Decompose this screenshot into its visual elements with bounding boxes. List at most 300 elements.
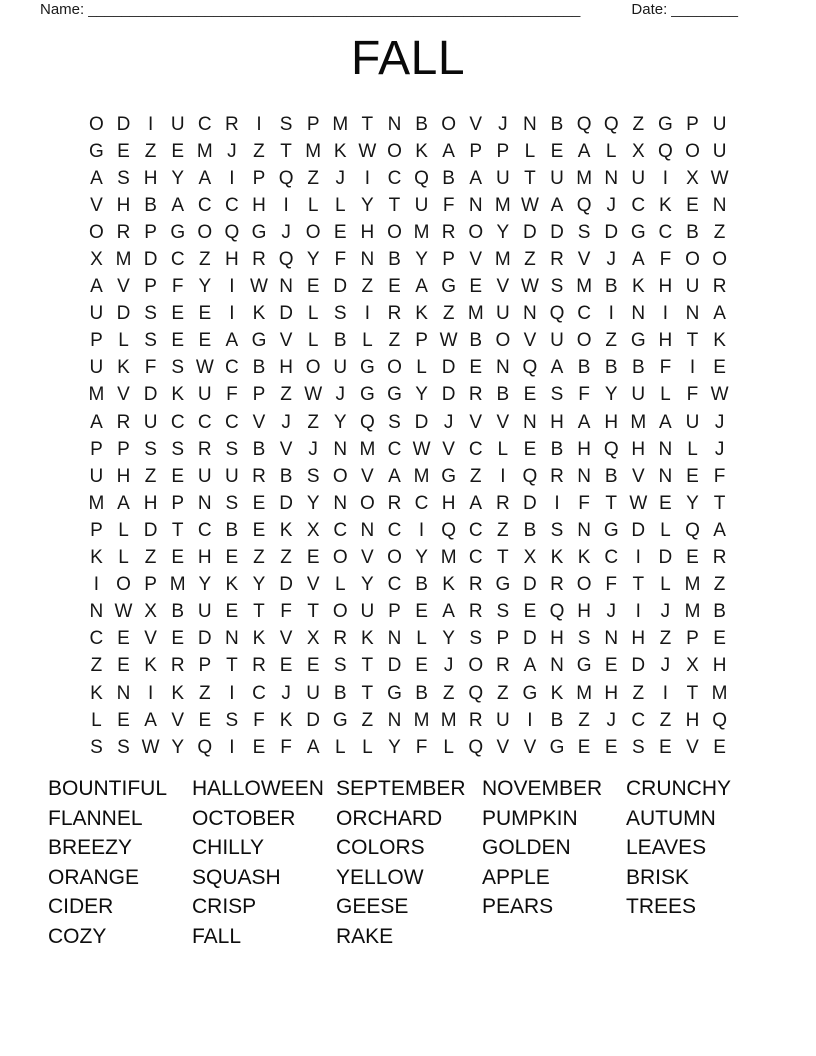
word-list-item: CHILLY	[192, 836, 264, 860]
grid-cell: M	[684, 601, 701, 623]
grid-cell: N	[279, 276, 293, 298]
grid-cell: N	[116, 682, 131, 704]
grid-cell: B	[550, 113, 564, 135]
grid-cell: E	[415, 655, 428, 677]
grid-cell: H	[658, 330, 673, 352]
grid-cell: H	[360, 221, 375, 243]
grid-cell: E	[415, 601, 428, 623]
grid-cell: Q	[278, 167, 294, 189]
grid-cell: E	[604, 655, 618, 677]
grid-cell: F	[171, 276, 184, 298]
grid-cell: J	[281, 411, 291, 433]
grid-cell: U	[89, 303, 104, 325]
grid-cell: R	[170, 655, 185, 677]
grid-row	[83, 219, 733, 246]
grid-cell: H	[550, 628, 564, 650]
grid-cell: B	[577, 357, 591, 379]
grid-cell: G	[251, 330, 267, 352]
grid-cell: E	[252, 492, 266, 514]
grid-cell: R	[116, 221, 131, 243]
grid-cell: A	[469, 492, 483, 514]
grid-cell: L	[660, 384, 671, 406]
word-list-item: RAKE	[336, 924, 394, 948]
grid-cell: B	[604, 465, 618, 487]
grid-cell: A	[90, 411, 103, 433]
grid-cell: Y	[415, 547, 428, 569]
grid-cell: I	[500, 465, 506, 487]
grid-row	[83, 192, 733, 219]
grid-cell: I	[256, 113, 262, 135]
grid-cell: K	[713, 330, 726, 352]
grid-cell: Y	[361, 574, 374, 596]
grid-cell: A	[442, 140, 455, 162]
word-list-item: FLANNEL	[48, 806, 143, 830]
grid-cell: L	[334, 574, 346, 596]
grid-cell: E	[225, 601, 239, 623]
grid-cell: Q	[576, 194, 592, 216]
grid-cell: O	[712, 249, 727, 271]
grid-cell: E	[659, 736, 672, 758]
grid-cell: S	[333, 655, 347, 677]
grid-cell: Z	[307, 411, 319, 433]
word-list-item: SQUASH	[192, 865, 281, 889]
grid-cell: C	[468, 438, 483, 460]
grid-row	[83, 490, 733, 517]
grid-cell: V	[279, 438, 293, 460]
grid-cell: I	[283, 194, 289, 216]
grid-cell: Q	[441, 519, 457, 541]
grid-cell: F	[578, 492, 590, 514]
grid-cell: S	[117, 167, 130, 189]
grid-cell: Y	[415, 249, 428, 271]
grid-cell: F	[659, 357, 672, 379]
grid-cell: M	[413, 221, 430, 243]
grid-cell: T	[361, 655, 374, 677]
grid-cell: Q	[468, 736, 484, 758]
grid-cell: E	[171, 140, 185, 162]
grid-cell: O	[468, 655, 484, 677]
grid-cell: O	[387, 221, 402, 243]
grid-cell: R	[468, 709, 483, 731]
grid-cell: D	[143, 249, 158, 271]
grid-cell: S	[388, 411, 401, 433]
grid-cell: A	[469, 167, 483, 189]
grid-cell: V	[144, 628, 157, 650]
grid-cell: E	[550, 140, 564, 162]
grid-cell: T	[713, 492, 726, 514]
grid-cell: C	[658, 221, 673, 243]
grid-cell: H	[116, 194, 131, 216]
grid-cell: X	[306, 628, 320, 650]
grid-cell: K	[252, 628, 266, 650]
grid-cell: E	[198, 303, 212, 325]
grid-cell: W	[412, 438, 431, 460]
grid-cell: N	[604, 628, 619, 650]
grid-cell: N	[523, 113, 537, 135]
grid-cell: M	[711, 682, 728, 704]
grid-cell: H	[143, 167, 158, 189]
grid-cell: C	[225, 357, 239, 379]
grid-cell: N	[89, 601, 104, 623]
grid-cell: H	[116, 465, 131, 487]
grid-cell: D	[523, 492, 537, 514]
grid-cell: H	[225, 249, 239, 271]
grid-cell: K	[279, 519, 293, 541]
grid-cell: B	[550, 438, 564, 460]
grid-cell: D	[116, 113, 131, 135]
grid-cell: V	[279, 330, 293, 352]
grid-cell: O	[332, 547, 348, 569]
grid-cell: E	[306, 655, 320, 677]
grid-cell: G	[495, 574, 511, 596]
word-list-item: AUTUMN	[626, 806, 716, 830]
grid-cell: O	[387, 140, 402, 162]
grid-cell: Q	[576, 113, 592, 135]
grid-cell: M	[684, 574, 701, 596]
grid-cell: N	[387, 113, 402, 135]
grid-cell: I	[662, 167, 669, 189]
grid-cell: F	[415, 736, 428, 758]
grid-cell: L	[362, 736, 373, 758]
grid-cell: E	[117, 140, 130, 162]
grid-cell: I	[662, 682, 669, 704]
grid-cell: R	[468, 384, 483, 406]
grid-cell: J	[281, 221, 291, 243]
grid-cell: G	[576, 655, 592, 677]
word-list-item: BOUNTIFUL	[48, 777, 168, 800]
grid-cell: A	[415, 276, 428, 298]
grid-cell: O	[441, 113, 457, 135]
grid-cell: A	[198, 167, 212, 189]
grid-cell: K	[631, 276, 645, 298]
grid-cell: R	[197, 438, 212, 460]
grid-cell: U	[360, 601, 375, 623]
grid-cell: N	[685, 303, 700, 325]
grid-cell: B	[171, 601, 185, 623]
grid-cell: G	[630, 221, 646, 243]
grid-cell: S	[631, 736, 645, 758]
grid-row	[83, 436, 733, 463]
grid-row	[83, 680, 733, 707]
grid-cell: E	[171, 465, 185, 487]
grid-cell: Z	[144, 140, 157, 162]
grid-cell: E	[117, 628, 130, 650]
grid-cell: I	[554, 492, 560, 514]
grid-cell: V	[361, 547, 374, 569]
grid-cell: O	[305, 357, 321, 379]
grid-cell: X	[90, 249, 103, 271]
word-list-item: BRISK	[626, 865, 690, 889]
grid-cell: H	[441, 492, 456, 514]
grid-cell: M	[332, 113, 349, 135]
grid-cell: Z	[198, 682, 211, 704]
grid-row	[83, 409, 733, 436]
grid-cell: Z	[442, 303, 455, 325]
grid-cell: P	[252, 384, 266, 406]
grid-cell: A	[659, 411, 672, 433]
grid-cell: B	[686, 221, 699, 243]
grid-cell: G	[89, 140, 104, 162]
grid-cell: L	[443, 736, 454, 758]
word-list-item: COLORS	[336, 836, 425, 860]
grid-cell: S	[550, 276, 564, 298]
grid-cell: V	[279, 628, 293, 650]
grid-cell: J	[606, 601, 616, 623]
grid-cell: S	[144, 330, 157, 352]
grid-cell: Z	[144, 465, 157, 487]
grid-cell: Q	[685, 519, 700, 541]
grid-cell: S	[171, 357, 185, 379]
grid-cell: U	[143, 411, 158, 433]
grid-cell: K	[144, 655, 157, 677]
word-list-column	[192, 774, 336, 952]
grid-cell: F	[686, 384, 699, 406]
grid-row	[83, 517, 733, 544]
grid-cell: S	[577, 628, 591, 650]
grid-cell: Z	[442, 682, 455, 704]
grid-cell: Y	[496, 221, 510, 243]
grid-cell: J	[714, 411, 725, 433]
grid-cell: U	[631, 167, 646, 189]
grid-cell: F	[605, 574, 617, 596]
grid-cell: E	[523, 384, 537, 406]
grid-cell: P	[469, 140, 483, 162]
grid-cell: V	[469, 249, 483, 271]
grid-cell: B	[631, 357, 645, 379]
grid-cell: N	[360, 519, 375, 541]
grid-cell: W	[114, 601, 133, 623]
grid-cell: G	[332, 709, 348, 731]
grid-cell: J	[335, 384, 346, 406]
word-list-item: SEPTEMBER	[336, 777, 466, 800]
grid-cell: S	[225, 709, 239, 731]
grid-cell: J	[660, 655, 671, 677]
grid-cell: Q	[603, 438, 619, 460]
grid-cell: Z	[578, 709, 590, 731]
grid-cell: C	[387, 438, 402, 460]
grid-cell: N	[333, 438, 348, 460]
grid-cell: Q	[712, 709, 727, 731]
grid-cell: O	[387, 357, 402, 379]
grid-cell: N	[495, 357, 510, 379]
grid-cell: Y	[306, 492, 320, 514]
grid-cell: J	[443, 655, 454, 677]
grid-row	[83, 734, 733, 761]
grid-cell: F	[253, 709, 265, 731]
grid-cell: K	[171, 682, 185, 704]
grid-cell: D	[143, 384, 158, 406]
grid-cell: B	[333, 682, 347, 704]
grid-cell: G	[359, 384, 375, 406]
grid-cell: Z	[497, 682, 509, 704]
grid-cell: F	[226, 384, 238, 406]
grid-cell: U	[333, 357, 348, 379]
grid-cell: P	[117, 438, 130, 460]
grid-cell: E	[604, 736, 618, 758]
grid-cell: K	[90, 682, 103, 704]
grid-cell: P	[198, 655, 212, 677]
grid-cell: P	[90, 330, 103, 352]
grid-cell: E	[469, 276, 483, 298]
grid-cell: D	[441, 384, 456, 406]
word-list-item: PUMPKIN	[482, 806, 578, 830]
grid-cell: K	[117, 357, 130, 379]
grid-cell: O	[332, 465, 348, 487]
grid-cell: B	[415, 574, 428, 596]
grid-cell: A	[90, 276, 103, 298]
grid-cell: V	[117, 384, 130, 406]
grid-cell: U	[197, 384, 212, 406]
grid-cell: C	[225, 411, 239, 433]
grid-cell: G	[441, 465, 457, 487]
grid-cell: B	[604, 357, 618, 379]
grid-cell: R	[495, 492, 510, 514]
grid-cell: O	[495, 330, 511, 352]
grid-cell: H	[550, 411, 564, 433]
grid-cell: G	[387, 682, 402, 704]
grid-cell: I	[635, 601, 641, 623]
grid-cell: N	[523, 411, 537, 433]
grid-cell: V	[496, 736, 510, 758]
grid-cell: X	[144, 601, 157, 623]
grid-cell: L	[687, 438, 698, 460]
grid-cell: T	[686, 682, 699, 704]
grid-row	[83, 246, 733, 273]
grid-cell: I	[364, 167, 370, 189]
grid-cell: A	[523, 655, 537, 677]
grid-cell: P	[171, 492, 185, 514]
word-list-column	[48, 774, 192, 952]
grid-cell: I	[147, 113, 154, 135]
grid-cell: U	[225, 465, 239, 487]
grid-cell: L	[660, 574, 671, 596]
name-line: ___________________________________________________________	[88, 1, 581, 18]
grid-cell: R	[252, 655, 266, 677]
grid-cell: M	[630, 411, 647, 433]
grid-cell: U	[89, 357, 104, 379]
grid-cell: Z	[361, 709, 374, 731]
grid-cell: W	[520, 276, 539, 298]
grid-cell: Z	[198, 249, 211, 271]
grid-row	[83, 328, 733, 355]
grid-cell: Z	[253, 140, 265, 162]
grid-cell: J	[227, 140, 237, 162]
grid-row	[83, 138, 733, 165]
grid-cell: M	[305, 140, 322, 162]
grid-cell: P	[442, 249, 455, 271]
grid-cell: R	[550, 249, 564, 271]
grid-row	[83, 463, 733, 490]
grid-cell: Q	[603, 113, 619, 135]
grid-cell: U	[89, 465, 104, 487]
grid-cell: O	[89, 113, 104, 135]
worksheet-header	[40, 1, 738, 18]
grid-cell: D	[306, 709, 321, 731]
grid-cell: P	[388, 601, 401, 623]
grid-cell: H	[143, 492, 158, 514]
grid-cell: M	[494, 194, 511, 216]
grid-cell: H	[197, 547, 212, 569]
grid-cell: U	[306, 682, 321, 704]
grid-cell: F	[334, 249, 347, 271]
word-list-column	[626, 774, 731, 952]
grid-cell: B	[550, 709, 564, 731]
grid-cell: C	[252, 682, 266, 704]
grid-cell: P	[90, 438, 103, 460]
grid-cell: E	[252, 519, 266, 541]
grid-cell: Q	[549, 601, 565, 623]
grid-cell: W	[520, 194, 539, 216]
grid-cell: U	[550, 167, 564, 189]
grid-cell: E	[306, 276, 320, 298]
word-list-item: YELLOW	[336, 865, 424, 889]
grid-cell: V	[90, 194, 103, 216]
grid-cell: B	[523, 519, 537, 541]
grid-cell: A	[550, 194, 564, 216]
grid-cell: C	[468, 519, 483, 541]
grid-cell: A	[117, 492, 130, 514]
grid-cell: U	[170, 113, 185, 135]
grid-cell: M	[576, 167, 593, 189]
grid-cell: I	[229, 167, 235, 189]
grid-cell: B	[252, 357, 266, 379]
grid-cell: N	[523, 303, 537, 325]
grid-cell: E	[171, 330, 185, 352]
grid-row	[83, 274, 733, 301]
date-label: Date:	[631, 1, 668, 18]
grid-cell: W	[629, 492, 648, 514]
grid-cell: W	[250, 276, 268, 298]
grid-cell: E	[713, 357, 726, 379]
grid-cell: V	[496, 411, 510, 433]
grid-cell: N	[387, 628, 402, 650]
grid-cell: X	[306, 519, 320, 541]
grid-cell: C	[197, 519, 212, 541]
grid-cell: I	[527, 709, 533, 731]
grid-cell: U	[685, 276, 700, 298]
grid-cell: H	[631, 628, 646, 650]
grid-cell: D	[550, 221, 564, 243]
grid-cell: R	[387, 303, 402, 325]
grid-cell: A	[306, 736, 320, 758]
grid-cell: N	[658, 465, 673, 487]
word-list-item: GEESE	[336, 895, 409, 919]
grid-cell: B	[333, 330, 347, 352]
grid-cell: P	[686, 113, 699, 135]
grid-cell: B	[144, 194, 157, 216]
grid-cell: B	[442, 167, 455, 189]
grid-cell: H	[279, 357, 293, 379]
grid-cell: E	[469, 357, 483, 379]
word-list-item: HALLOWEEN	[192, 777, 324, 800]
grid-cell: K	[361, 628, 374, 650]
grid-cell: C	[197, 411, 212, 433]
grid-cell: A	[144, 709, 157, 731]
grid-cell: J	[281, 682, 291, 704]
grid-cell: S	[577, 221, 591, 243]
grid-cell: J	[606, 709, 616, 731]
grid-cell: M	[115, 249, 132, 271]
grid-cell: R	[252, 465, 266, 487]
grid-cell: P	[306, 113, 320, 135]
grid-cell: T	[280, 140, 292, 162]
grid-cell: D	[658, 547, 673, 569]
word-list-item: FALL	[192, 924, 242, 948]
grid-cell: S	[225, 438, 239, 460]
grid-cell: W	[710, 167, 729, 189]
grid-cell: Y	[198, 574, 212, 596]
grid-cell: U	[550, 330, 564, 352]
